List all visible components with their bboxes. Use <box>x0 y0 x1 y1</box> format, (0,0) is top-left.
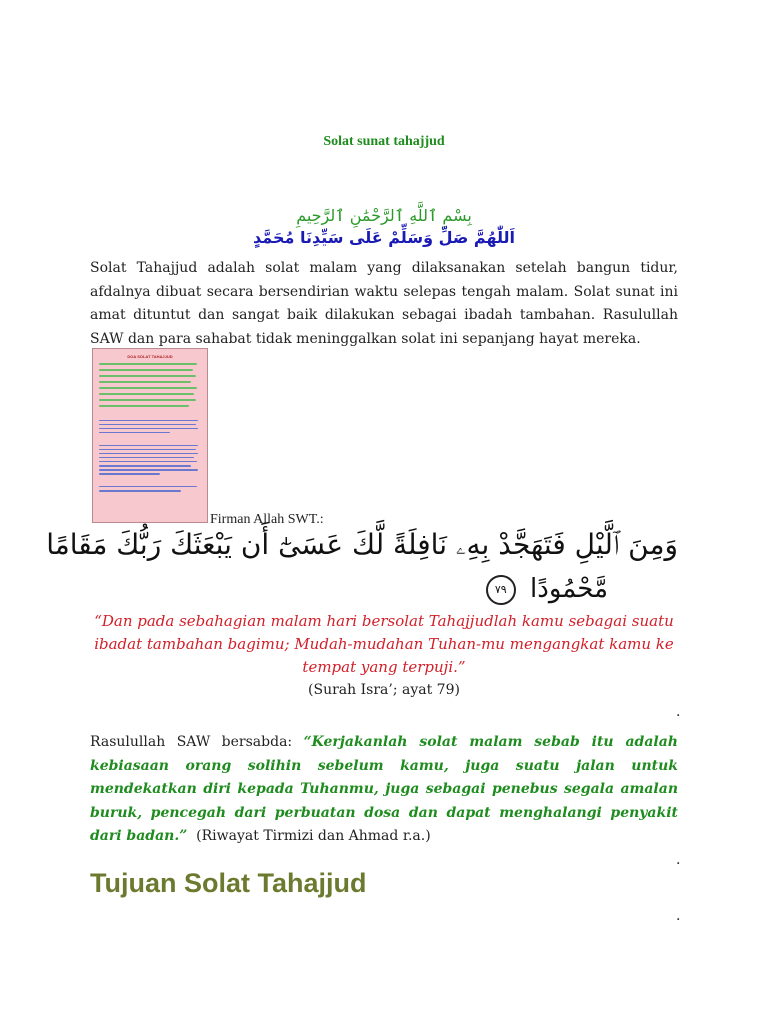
translation-text-line <box>99 420 198 422</box>
doa-image-title: DOA SOLAT TAHAJJUD <box>127 354 173 359</box>
hadith-intro: Rasulullah SAW bersabda: <box>90 734 304 750</box>
hadith-reference: (Riwayat Tirmizi dan Ahmad r.a.) <box>196 828 431 844</box>
page-title: Solat sunat tahajjud <box>323 134 445 149</box>
translation-text-line <box>99 428 198 430</box>
salawat-line: اَللّٰهُمَّ صَلِّ وَسَلِّمْ عَلَى سَيِّدِنَا مُحَمَّدٍ <box>252 228 516 247</box>
section-heading: Tujuan Solat Tahajjud <box>90 868 367 898</box>
quran-verse-line-2 <box>486 574 608 605</box>
translation-text-line <box>99 457 194 459</box>
separator-dot: . <box>676 908 681 924</box>
arabic-text-line <box>99 393 194 395</box>
intro-paragraph: Solat Tahajjud adalah solat malam yang dilaksanakan setelah bangun tidur, afdalnya dibuat secara bersendirian waktu selepas tengah malam. Solat sunat ini amat dituntut dan sangat baik dilakukan sebagai ibadah tambahan. Rasulullah SAW dan para sahabat tidak meninggalkan solat ini sepanjang hayat mereka. <box>90 260 678 347</box>
firman-label: Firman Allah SWT.: <box>210 512 324 527</box>
translation-text-line <box>99 465 191 467</box>
translation-text-line <box>99 486 197 488</box>
arabic-text-line <box>99 399 196 401</box>
quran-verse-line: وَمِنَ ٱلَّيْلِ فَتَهَجَّدْ بِهِۦ نَافِلَةً لَّكَ عَسَىٰٓ أَن يَبْعَثَكَ رَبُّكَ مَقَامًا <box>46 528 678 561</box>
arabic-text-line <box>99 405 189 407</box>
bismillah-line: بِسْمِ ٱللَّهِ ٱلرَّحْمَٰنِ ٱلرَّحِيمِ <box>296 206 472 225</box>
arabic-text-line <box>99 363 197 365</box>
translation-text-line <box>99 449 196 451</box>
doa-tahajjud-image <box>92 348 208 523</box>
quran-verse-word: مَّحْمُودًا <box>530 574 608 604</box>
translation-text-line <box>99 445 198 447</box>
translation-text-line <box>99 469 198 471</box>
translation-text-line <box>99 432 170 434</box>
verse-translation: “Dan pada sebahagian malam hari bersolat Tahajjudlah kamu sebagai suatu ibadat tambahan bagimu; Mudah-mudahan Tuhan-mu mengangkat kamu ke tempat yang terpuji.” <box>94 612 674 676</box>
surah-reference: (Surah Isra’; ayat 79) <box>308 682 460 698</box>
translation-text-line <box>99 473 160 475</box>
hadith-paragraph <box>90 731 678 849</box>
translation-text-line <box>99 424 196 426</box>
arabic-text-line <box>99 369 193 371</box>
ayah-number-icon: ٧٩ <box>486 575 516 605</box>
translation-text-line <box>99 461 197 463</box>
arabic-text-line <box>99 387 197 389</box>
arabic-text-line <box>99 381 191 383</box>
separator-dot: . <box>676 704 681 720</box>
translation-text-line <box>99 490 181 492</box>
hadith-quote: “Kerjakanlah solat malam sebab itu adalah kebiasaan orang solihin sebelum kamu, juga suatu jalan untuk mendekatkan diri kepada Tuhanmu, juga sebagai penebus segala amalan buruk, pencegah dari perbuatan dosa dan dapat menghalangi penyakit dari badan.” <box>90 734 678 844</box>
arabic-text-line <box>99 375 196 377</box>
translation-text-line <box>99 453 198 455</box>
separator-dot: . <box>676 852 681 868</box>
